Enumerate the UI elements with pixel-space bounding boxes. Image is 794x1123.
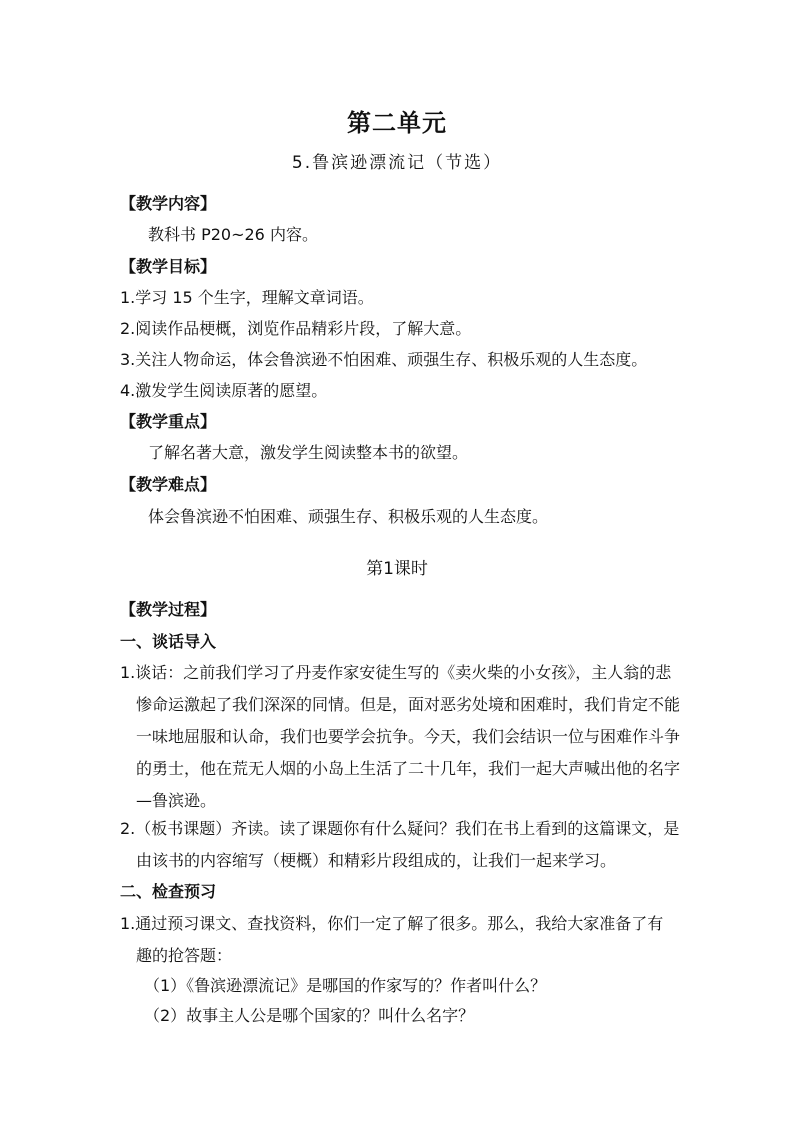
section1-heading: 一、谈话导入 xyxy=(120,632,217,651)
goal-item: 3.关注人物命运，体会鲁滨逊不怕困难、顽强生存、积极乐观的人生态度。 xyxy=(120,350,648,369)
paragraph-line: 一味地屈服和认命，我们也要学会抗争。今天，我们会结识一位与困难作斗争 xyxy=(136,727,681,746)
goal-item: 4.激发学生阅读原著的愿望。 xyxy=(120,381,328,400)
period-title: 第1课时 xyxy=(366,559,428,579)
paragraph-line: 1.谈话：之前我们学习了丹麦作家安徒生写的《卖火柴的小女孩》，主人翁的悲 xyxy=(120,663,672,682)
question-item: （2）故事主人公是哪个国家的？叫什么名字？ xyxy=(144,1006,475,1025)
content-text: 教科书 P20~26 内容。 xyxy=(148,225,318,244)
goals-heading: 【教学目标】 xyxy=(120,257,217,276)
lesson-title: 5.鲁滨逊漂流记（节选） xyxy=(291,153,503,173)
difficulty-heading: 【教学难点】 xyxy=(120,475,217,494)
paragraph-line: 2.（板书课题）齐读。读了课题你有什么疑问？我们在书上看到的这篇课文，是 xyxy=(120,819,680,838)
paragraph-line: 的勇士，他在荒无人烟的小岛上生活了二十几年，我们一起大声喊出他的名字 xyxy=(136,759,681,778)
goal-item: 1.学习 15 个生字，理解文章词语。 xyxy=(120,288,374,307)
paragraph-line: 1.通过预习课文、查找资料，你们一定了解了很多。那么，我给大家准备了有 xyxy=(120,914,664,933)
process-heading: 【教学过程】 xyxy=(120,600,217,619)
content-heading: 【教学内容】 xyxy=(120,194,217,213)
question-item: （1）《鲁滨逊漂流记》是哪国的作家写的？作者叫什么？ xyxy=(144,976,547,995)
section2-heading: 二、检查预习 xyxy=(120,882,217,901)
key-text: 了解名著大意，激发学生阅读整本书的欲望。 xyxy=(148,443,469,462)
paragraph-line: —鲁滨逊。 xyxy=(136,791,217,810)
paragraph-line: 惨命运激起了我们深深的同情。但是，面对恶劣处境和困难时，我们肯定不能 xyxy=(136,695,681,714)
difficulty-text: 体会鲁滨逊不怕困难、顽强生存、积极乐观的人生态度。 xyxy=(148,507,549,526)
goal-item: 2.阅读作品梗概，浏览作品精彩片段，了解大意。 xyxy=(120,319,472,338)
key-heading: 【教学重点】 xyxy=(120,412,217,431)
unit-title: 第二单元 xyxy=(347,109,447,137)
paragraph-line: 由该书的内容缩写（梗概）和精彩片段组成的，让我们一起来学习。 xyxy=(136,851,617,870)
paragraph-line: 趣的抢答题： xyxy=(136,946,233,965)
